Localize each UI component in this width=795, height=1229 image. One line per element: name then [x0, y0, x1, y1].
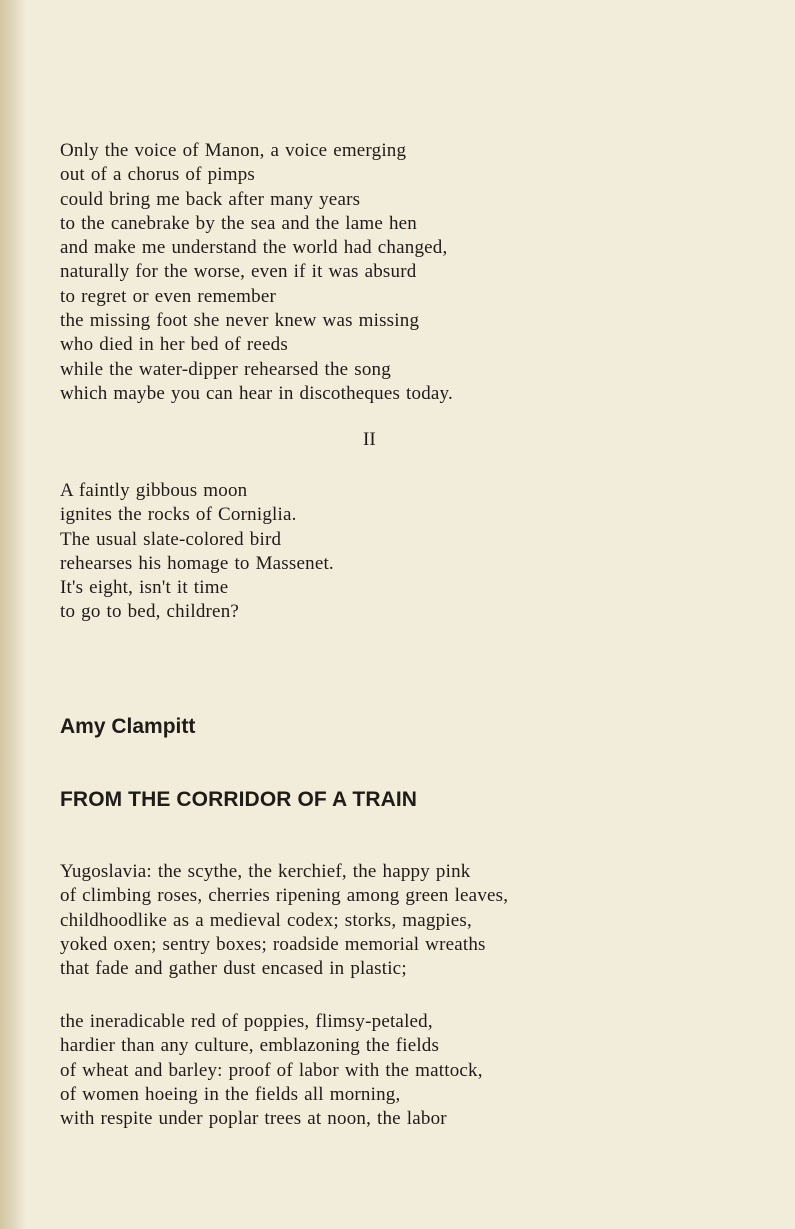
- poem-line: to go to bed, children?: [60, 601, 240, 623]
- poem-title: FROM THE CORRIDOR OF A TRAIN: [60, 788, 418, 811]
- poem-line: of wheat and barley: proof of labor with the mattock,: [60, 1059, 483, 1081]
- poem-line: who died in her bed of reeds: [60, 334, 288, 356]
- poem-one-stanza-one: [60, 139, 453, 406]
- poem-line: to regret or even remember: [60, 285, 276, 307]
- poem-line: hardier than any culture, emblazoning the fields: [60, 1035, 440, 1057]
- poem-line: while the water-dipper rehearsed the song: [60, 358, 391, 380]
- poem-line: which maybe you can hear in discotheques today.: [60, 382, 453, 404]
- poem-line: Only the voice of Manon, a voice emerging: [60, 140, 407, 161]
- poem-line: A faintly gibbous moon: [60, 480, 248, 501]
- poem-line: to the canebrake by the sea and the lame hen: [60, 212, 418, 234]
- poem-two-stanza-two: [60, 1010, 483, 1131]
- poem-line: the ineradicable red of poppies, flimsy-petaled,: [60, 1011, 433, 1032]
- poem-line: The usual slate-colored bird: [60, 528, 282, 550]
- poem-line: with respite under poplar trees at noon, the labor: [60, 1108, 447, 1130]
- poem-two-stanza-one: [60, 860, 508, 981]
- poem-line: ignites the rocks of Corniglia.: [60, 504, 297, 526]
- poem-line: the missing foot she never knew was missing: [60, 310, 420, 332]
- poem-one-stanza-two: [60, 479, 334, 625]
- poem-line: naturally for the worse, even if it was absurd: [60, 261, 417, 283]
- poem-line: It's eight, isn't it time: [60, 577, 229, 599]
- section-number: II: [363, 429, 376, 450]
- poem-line: rehearses his homage to Massenet.: [60, 552, 334, 574]
- poem-line: Yugoslavia: the scythe, the kerchief, the happy pink: [60, 861, 471, 882]
- poem-line: out of a chorus of pimps: [60, 164, 256, 186]
- poem-line: that fade and gather dust encased in plastic;: [60, 958, 407, 980]
- poem-line: could bring me back after many years: [60, 188, 361, 210]
- poem-line: and make me understand the world had changed,: [60, 237, 448, 259]
- author-name: Amy Clampitt: [60, 715, 196, 738]
- poem-line: of climbing roses, cherries ripening among green leaves,: [60, 885, 509, 907]
- poem-line: childhoodlike as a medieval codex; storks, magpies,: [60, 909, 472, 931]
- poem-line: of women hoeing in the fields all morning,: [60, 1083, 401, 1105]
- poem-line: yoked oxen; sentry boxes; roadside memorial wreaths: [60, 933, 486, 955]
